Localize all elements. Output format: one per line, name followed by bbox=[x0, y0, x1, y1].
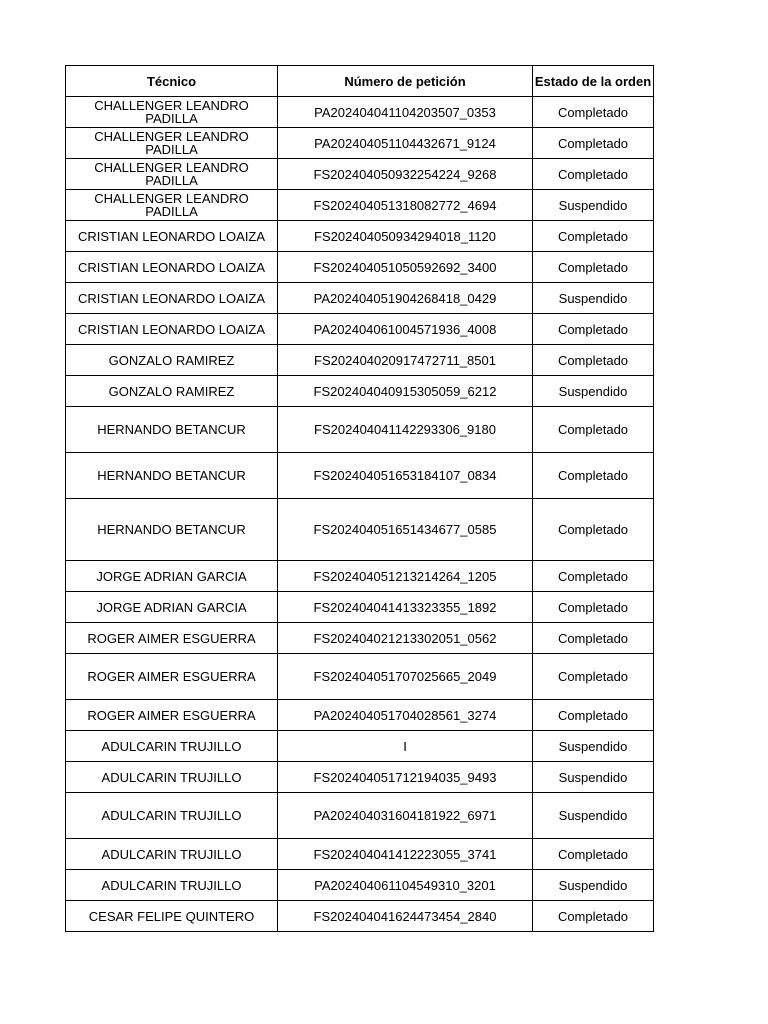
table-row bbox=[66, 128, 654, 159]
table-row bbox=[66, 499, 654, 561]
cell-estado-orden: Suspendido bbox=[533, 190, 654, 221]
cell-numero-peticion: FS202404051653184107_0834 bbox=[278, 453, 533, 499]
cell-tecnico: ADULCARIN TRUJILLO bbox=[66, 793, 278, 839]
table-row bbox=[66, 839, 654, 870]
cell-numero-peticion: FS202404041413323355_1892 bbox=[278, 592, 533, 623]
table-row bbox=[66, 190, 654, 221]
cell-tecnico: CHALLENGER LEANDRO PADILLA bbox=[66, 159, 278, 190]
cell-numero-peticion: FS202404051213214264_1205 bbox=[278, 561, 533, 592]
cell-numero-peticion: FS202404041624473454_2840 bbox=[278, 901, 533, 932]
cell-numero-peticion: FS202404051050592692_3400 bbox=[278, 252, 533, 283]
cell-tecnico: ADULCARIN TRUJILLO bbox=[66, 762, 278, 793]
cell-tecnico: GONZALO RAMIREZ bbox=[66, 345, 278, 376]
cell-estado-orden: Suspendido bbox=[533, 793, 654, 839]
cell-estado-orden: Completado bbox=[533, 499, 654, 561]
cell-estado-orden: Completado bbox=[533, 654, 654, 700]
cell-tecnico: ADULCARIN TRUJILLO bbox=[66, 839, 278, 870]
table-row bbox=[66, 221, 654, 252]
cell-numero-peticion: FS202404041412223055_3741 bbox=[278, 839, 533, 870]
table-row bbox=[66, 592, 654, 623]
cell-estado-orden: Suspendido bbox=[533, 731, 654, 762]
header-numero-peticion: Número de petición bbox=[278, 66, 533, 97]
table-row bbox=[66, 793, 654, 839]
header-tecnico: Técnico bbox=[66, 66, 278, 97]
cell-tecnico: CESAR FELIPE QUINTERO bbox=[66, 901, 278, 932]
cell-numero-peticion: FS202404041142293306_9180 bbox=[278, 407, 533, 453]
cell-estado-orden: Completado bbox=[533, 700, 654, 731]
header-estado-orden: Estado de la orden bbox=[533, 66, 654, 97]
cell-numero-peticion: PA202404051104432671_9124 bbox=[278, 128, 533, 159]
cell-estado-orden: Completado bbox=[533, 561, 654, 592]
table-row bbox=[66, 252, 654, 283]
cell-numero-peticion: PA202404051904268418_0429 bbox=[278, 283, 533, 314]
cell-estado-orden: Suspendido bbox=[533, 376, 654, 407]
cell-numero-peticion: PA202404051704028561_3274 bbox=[278, 700, 533, 731]
cell-estado-orden: Completado bbox=[533, 839, 654, 870]
cell-tecnico: HERNANDO BETANCUR bbox=[66, 499, 278, 561]
table-row bbox=[66, 561, 654, 592]
header-row bbox=[66, 66, 654, 97]
cell-tecnico: GONZALO RAMIREZ bbox=[66, 376, 278, 407]
cell-numero-peticion: FS202404040915305059_6212 bbox=[278, 376, 533, 407]
cell-tecnico: ADULCARIN TRUJILLO bbox=[66, 731, 278, 762]
cell-tecnico: ROGER AIMER ESGUERRA bbox=[66, 700, 278, 731]
cell-tecnico: JORGE ADRIAN GARCIA bbox=[66, 561, 278, 592]
table-row bbox=[66, 870, 654, 901]
cell-tecnico: ROGER AIMER ESGUERRA bbox=[66, 623, 278, 654]
cell-estado-orden: Completado bbox=[533, 314, 654, 345]
cell-estado-orden: Completado bbox=[533, 97, 654, 128]
cell-tecnico: HERNANDO BETANCUR bbox=[66, 407, 278, 453]
cell-estado-orden: Completado bbox=[533, 901, 654, 932]
cell-numero-peticion: PA202404061004571936_4008 bbox=[278, 314, 533, 345]
cell-numero-peticion: PA202404061104549310_3201 bbox=[278, 870, 533, 901]
cell-tecnico: ADULCARIN TRUJILLO bbox=[66, 870, 278, 901]
table-row bbox=[66, 453, 654, 499]
cell-tecnico: CRISTIAN LEONARDO LOAIZA bbox=[66, 283, 278, 314]
table-body bbox=[66, 97, 654, 932]
cell-estado-orden: Completado bbox=[533, 623, 654, 654]
table-row bbox=[66, 731, 654, 762]
table-row bbox=[66, 314, 654, 345]
orders-table bbox=[65, 65, 654, 932]
cell-numero-peticion: FS202404051651434677_0585 bbox=[278, 499, 533, 561]
cell-estado-orden: Suspendido bbox=[533, 762, 654, 793]
cell-numero-peticion: FS202404051318082772_4694 bbox=[278, 190, 533, 221]
table-row bbox=[66, 654, 654, 700]
cell-estado-orden: Completado bbox=[533, 345, 654, 376]
table-row bbox=[66, 97, 654, 128]
table-row bbox=[66, 283, 654, 314]
cell-numero-peticion: FS202404020917472711_8501 bbox=[278, 345, 533, 376]
cell-estado-orden: Completado bbox=[533, 221, 654, 252]
cell-numero-peticion: FS202404050934294018_1120 bbox=[278, 221, 533, 252]
table-row bbox=[66, 159, 654, 190]
cell-tecnico: HERNANDO BETANCUR bbox=[66, 453, 278, 499]
cell-tecnico: CRISTIAN LEONARDO LOAIZA bbox=[66, 221, 278, 252]
cell-estado-orden: Completado bbox=[533, 252, 654, 283]
table-row bbox=[66, 901, 654, 932]
table-row bbox=[66, 345, 654, 376]
cell-tecnico: CRISTIAN LEONARDO LOAIZA bbox=[66, 314, 278, 345]
cell-tecnico: CRISTIAN LEONARDO LOAIZA bbox=[66, 252, 278, 283]
cell-tecnico: CHALLENGER LEANDRO PADILLA bbox=[66, 128, 278, 159]
cell-numero-peticion: PA202404041104203507_0353 bbox=[278, 97, 533, 128]
cell-tecnico: ROGER AIMER ESGUERRA bbox=[66, 654, 278, 700]
cell-numero-peticion: FS202404051712194035_9493 bbox=[278, 762, 533, 793]
cell-tecnico: JORGE ADRIAN GARCIA bbox=[66, 592, 278, 623]
cell-estado-orden: Completado bbox=[533, 128, 654, 159]
cell-estado-orden: Completado bbox=[533, 453, 654, 499]
cell-tecnico: CHALLENGER LEANDRO PADILLA bbox=[66, 97, 278, 128]
table-row bbox=[66, 623, 654, 654]
cell-estado-orden: Suspendido bbox=[533, 283, 654, 314]
cell-estado-orden: Completado bbox=[533, 159, 654, 190]
cell-estado-orden: Suspendido bbox=[533, 870, 654, 901]
cell-tecnico: CHALLENGER LEANDRO PADILLA bbox=[66, 190, 278, 221]
table-row bbox=[66, 376, 654, 407]
table-row bbox=[66, 762, 654, 793]
cell-estado-orden: Completado bbox=[533, 592, 654, 623]
table-row bbox=[66, 700, 654, 731]
cell-numero-peticion: FS202404051707025665_2049 bbox=[278, 654, 533, 700]
cell-estado-orden: Completado bbox=[533, 407, 654, 453]
cell-numero-peticion: FS202404050932254224_9268 bbox=[278, 159, 533, 190]
cell-numero-peticion: PA202404031604181922_6971 bbox=[278, 793, 533, 839]
cell-numero-peticion: FS202404021213302051_0562 bbox=[278, 623, 533, 654]
table-row bbox=[66, 407, 654, 453]
cell-numero-peticion: I bbox=[278, 731, 533, 762]
